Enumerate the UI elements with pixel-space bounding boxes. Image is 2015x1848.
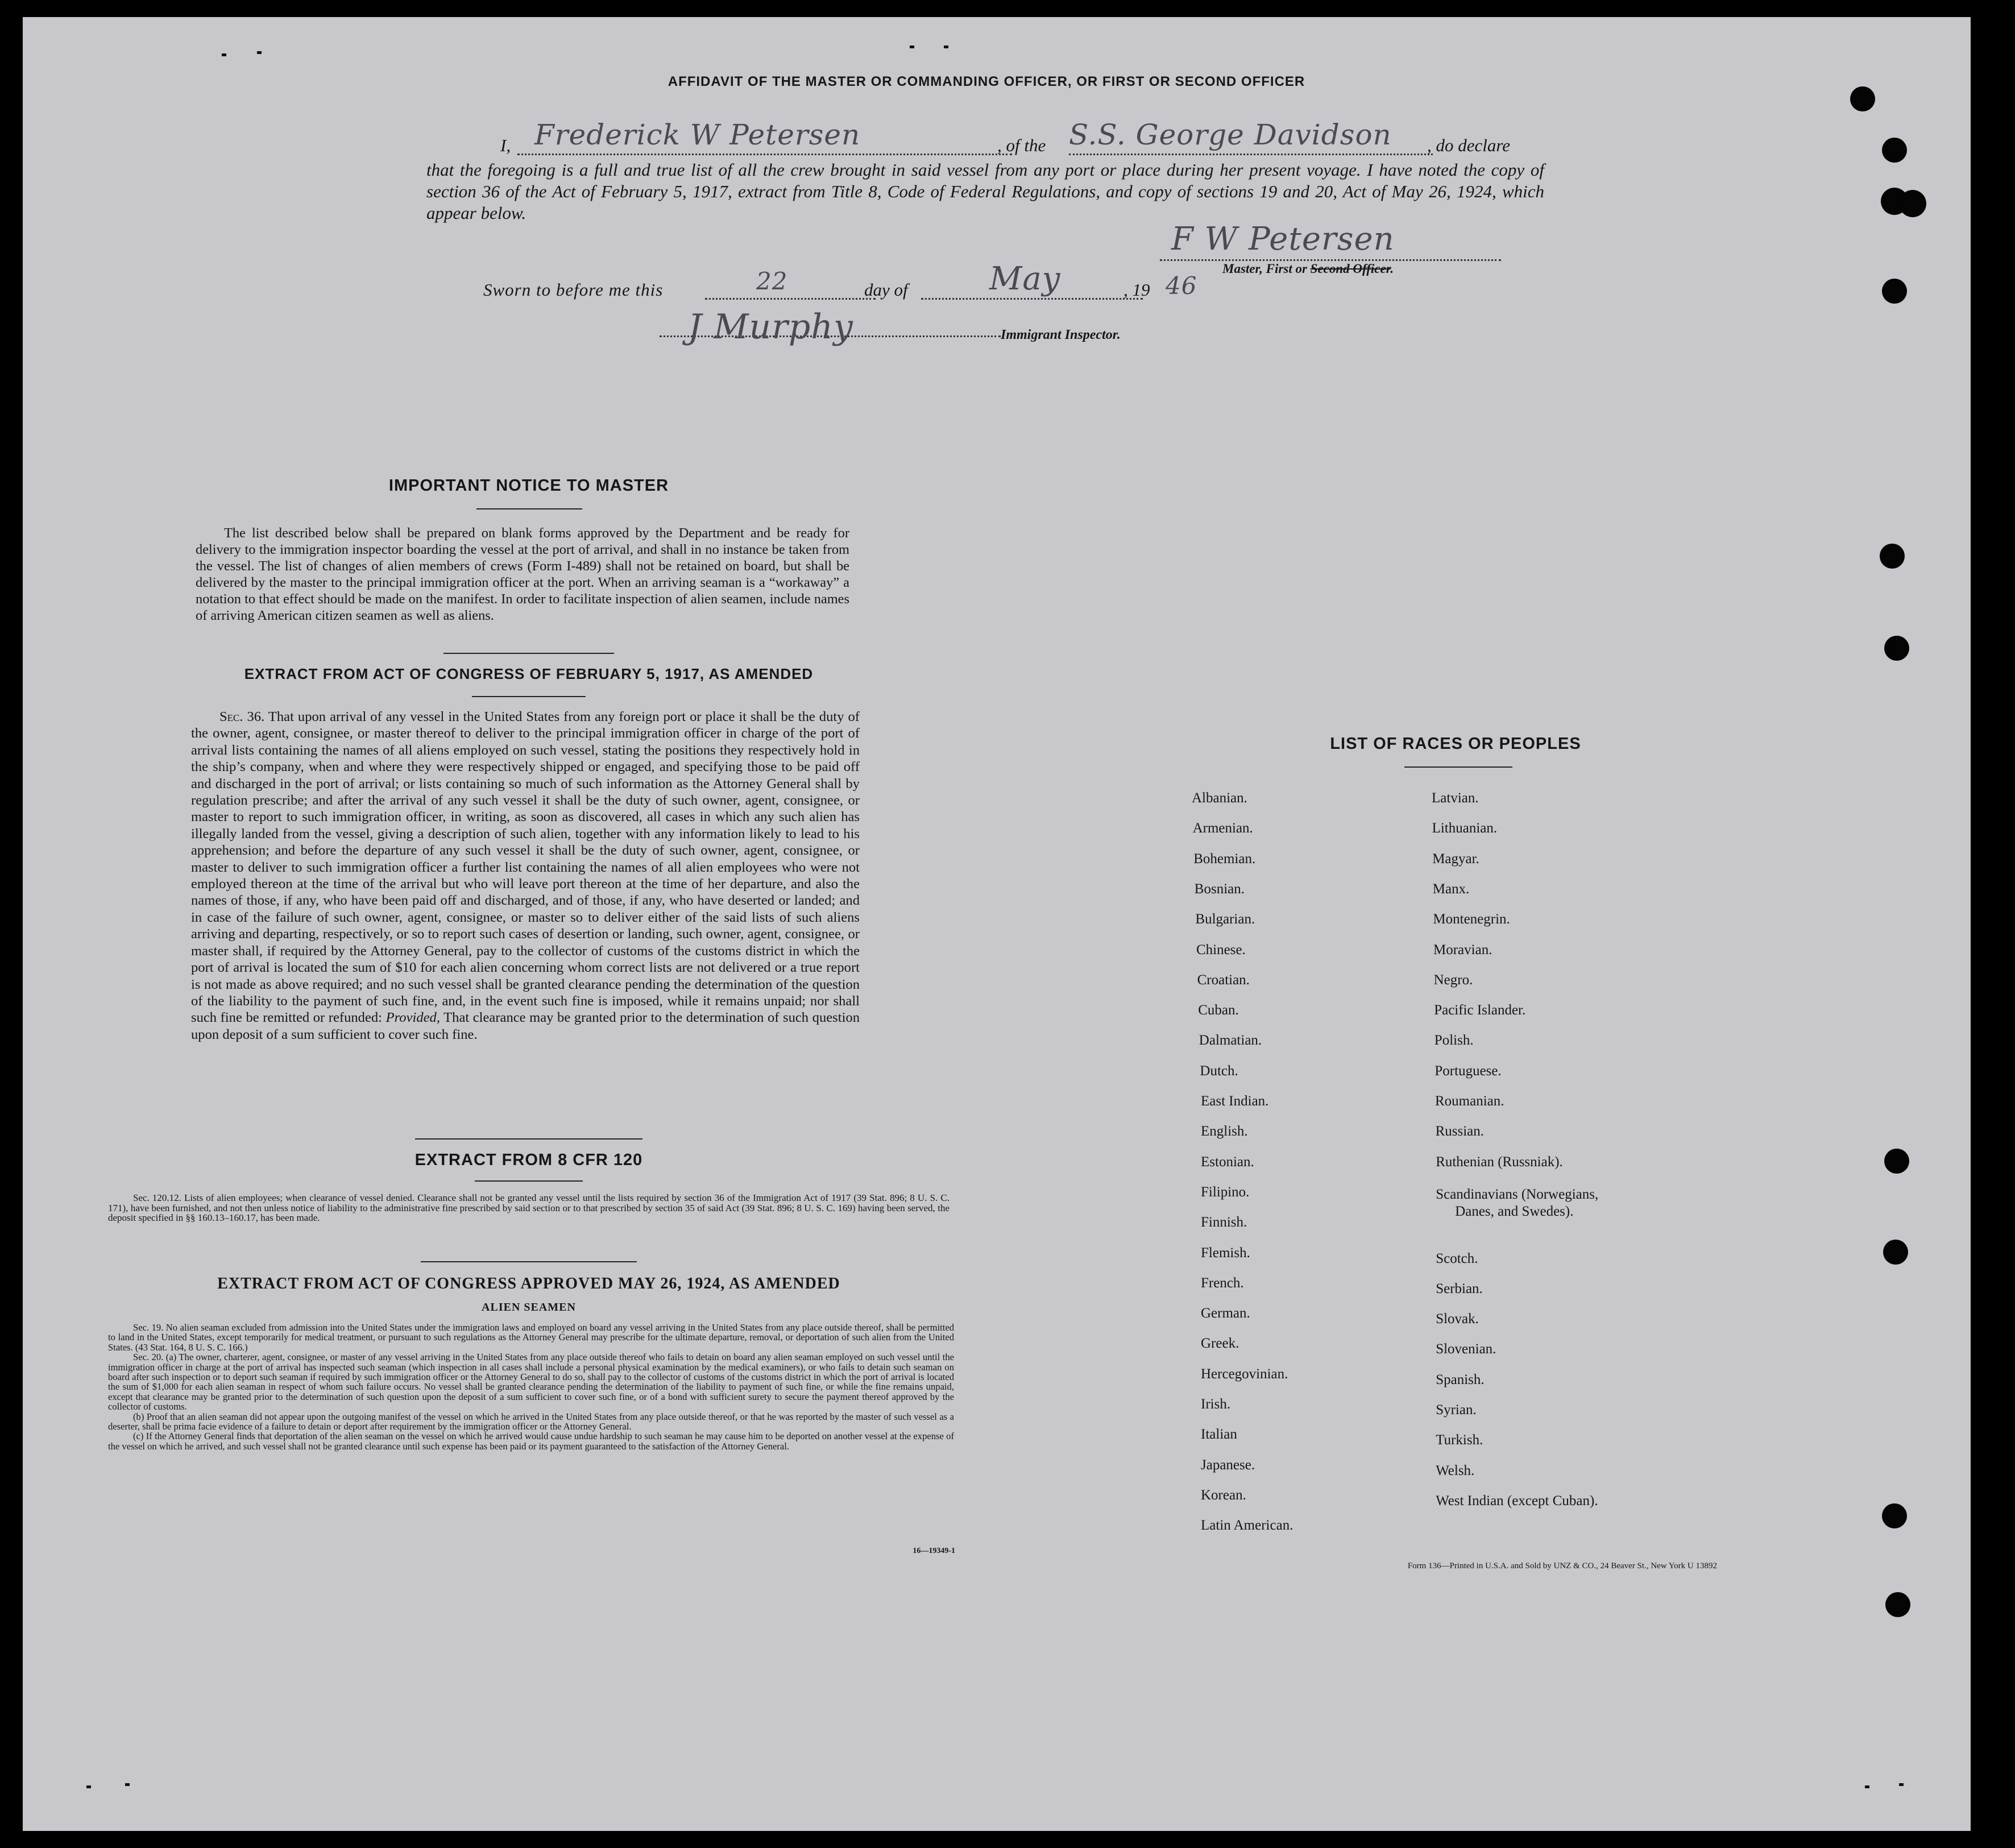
race-item: Japanese. — [1201, 1457, 1255, 1473]
race-item: Russian. — [1435, 1124, 1485, 1140]
races-title: LIST OF RACES OR PEOPLES — [1330, 735, 1581, 753]
act1917-text-end: That clearance may be granted prior to the determination of such question upon deposit of a sum sufficient to cover such fine. — [191, 1010, 860, 1042]
race-item: Croatian. — [1197, 972, 1250, 988]
act1917-title: EXTRACT FROM ACT OF CONGRESS OF FEBRUARY 5, 1917, AS AMENDED — [244, 665, 814, 682]
sworn-month-line — [921, 298, 1143, 300]
race-item: Polish. — [1434, 1033, 1474, 1049]
speck — [944, 45, 948, 48]
race-item: Ruthenian (Russniak). — [1436, 1154, 1563, 1170]
speck — [910, 45, 914, 48]
speck — [257, 51, 262, 54]
race-item: Cuban. — [1198, 1002, 1239, 1018]
speck — [125, 1783, 130, 1786]
race-item: Danes, and Swedes). — [1455, 1203, 1574, 1219]
race-item: Estonian. — [1201, 1154, 1254, 1170]
punch-hole — [1850, 86, 1875, 111]
race-item: Syrian. — [1436, 1402, 1477, 1418]
divider — [415, 1138, 642, 1140]
divider — [1404, 766, 1512, 768]
race-item: Manx. — [1432, 881, 1470, 897]
punch-hole — [1884, 636, 1909, 661]
master-signature: F W Petersen — [1171, 221, 1395, 258]
of-the-label: , of the — [997, 135, 1046, 155]
divider — [421, 1261, 637, 1262]
race-item: Latvian. — [1432, 790, 1479, 806]
punch-hole — [1882, 138, 1907, 163]
master-caption-prefix: Master, First or — [1222, 262, 1311, 276]
race-item: Dalmatian. — [1199, 1033, 1262, 1049]
year-suffix-handwritten: 46 — [1166, 272, 1197, 300]
race-item: Moravian. — [1433, 942, 1492, 958]
punch-hole — [1899, 190, 1926, 217]
divider — [476, 508, 582, 509]
race-item: Roumanian. — [1435, 1093, 1504, 1109]
race-item: Latin American. — [1201, 1518, 1293, 1534]
race-item: Slovenian. — [1436, 1341, 1496, 1357]
race-item: Portuguese. — [1434, 1063, 1502, 1079]
race-item: East Indian. — [1201, 1093, 1269, 1109]
race-item: Turkish. — [1436, 1432, 1483, 1448]
race-item: Hercegovinian. — [1201, 1366, 1288, 1382]
name-line — [517, 154, 1012, 155]
sworn-day-handwritten: 22 — [756, 267, 788, 295]
notice-title: IMPORTANT NOTICE TO MASTER — [388, 476, 669, 495]
race-item: Albanian. — [1192, 790, 1247, 806]
signature-line — [1160, 259, 1501, 261]
punch-hole — [1882, 279, 1907, 304]
race-item: Dutch. — [1200, 1063, 1238, 1079]
race-item: Negro. — [1433, 972, 1473, 988]
race-item: French. — [1201, 1275, 1244, 1291]
race-item: Slovak. — [1436, 1311, 1479, 1327]
race-item: Welsh. — [1436, 1462, 1475, 1478]
sworn-day-line — [705, 298, 876, 300]
day-of-label: day of — [864, 280, 908, 300]
act1924-sec20b: (b) Proof that an alien seaman did not appear upon the outgoing manifest of the vessel on which he arrived in the United States from any place outside thereof, or that he was reported by the master of such vessel as a deserter, shall be prima facie evidence of a failure to detain or deport after requirement by the immigration officer or the Attorney General. — [108, 1411, 954, 1432]
race-item: Serbian. — [1436, 1281, 1483, 1296]
vessel-name-handwritten: S.S. George Davidson — [1069, 118, 1392, 151]
sworn-month-handwritten: May — [989, 260, 1061, 297]
speck — [1865, 1785, 1869, 1788]
act1924-sec20c: (c) If the Attorney General finds that deportation of the alien seaman on the vessel on which he arrived would cause undue hardship to such seaman he may cause him to be deported on another vessel at the expense of the vessel on which he arrived, and such vessel shall not be granted clearance until such expense has been paid or its payment guaranteed to the satisfaction of the Attorney General. — [108, 1431, 954, 1452]
race-item: Chinese. — [1196, 942, 1246, 958]
race-item: Italian — [1201, 1427, 1237, 1443]
master-caption-suffix: . — [1390, 262, 1394, 276]
inspector-signature: J Murphy — [688, 307, 853, 347]
act1917-provided: Provided, — [385, 1010, 440, 1026]
speck — [222, 53, 226, 56]
vessel-line — [1069, 154, 1433, 155]
do-declare-label: , do declare — [1427, 135, 1511, 155]
punch-hole — [1885, 1592, 1910, 1617]
divider — [475, 1180, 583, 1182]
act1917-sec-label: Sec. 36. — [219, 709, 265, 724]
notice-body: The list described below shall be prepared on blank forms approved by the Department and be ready for delivery to the immigration inspector boarding the vessel at the port of arrival, and shall in no instance be taken from the vessel. The list of changes of alien members of crews (Form I-489) shall not be retained on board, but shall be delivered by the master to the principal immigration officer at the port. When an arriving seaman is a “workaway” a notation to that effect should be made on the manifest. In order to facilitate inspection of alien seamen, include names of arriving American citizen seamen as well as aliens. — [196, 525, 849, 623]
act1924-form-code: 16—19349-1 — [913, 1547, 955, 1555]
inspector-label: Immigrant Inspector. — [1001, 328, 1121, 342]
affidavit-body: that the foregoing is a full and true list of all the crew brought in said vessel from any port or place during her present voyage. I have noted the copy of section 36 of the Act of February 5, 1917, extract from Title 8, Code of Federal Regulations, and copy of sections 19 and 20, Act of May 26, 1924, which appear below. — [426, 160, 1544, 223]
master-name-handwritten: Frederick W Petersen — [534, 118, 861, 151]
race-item: Magyar. — [1432, 851, 1479, 867]
race-item: English. — [1201, 1124, 1248, 1140]
sworn-label: Sworn to before me this — [483, 280, 664, 300]
race-item: Scotch. — [1436, 1250, 1478, 1266]
act1917-body — [191, 708, 860, 1043]
race-item: German. — [1201, 1306, 1250, 1321]
act1924-sec20a: Sec. 20. (a) The owner, charterer, agent, consignee, or master of any vessel arriving in the United States from any place outside thereof who fails to detain on board any alien seaman employed on such vessel until the immigration officer in charge at the port of arrival has inspected such seaman (which inspection in all cases shall include a personal physical examination by the medical examiners), or who fails to detain such seaman on board after such inspection or to deport such seaman if required by such immigration officer or the Attorney General to do so, shall pay to the collector of customs of the customs district in which the port of arrival is located the sum of $1,000 for each alien seaman in respect of whom such failure occurs. No vessel shall be granted clearance pending the determination of the liability to payment of such fine, or while the fine remains unpaid, except that clearance may be granted prior to the determination of such question upon the deposit of a sum sufficient to cover such fine, or of a bond with sufficient surety to secure the payment thereof approved by the collector of customs. — [108, 1352, 954, 1412]
race-item: Spanish. — [1436, 1372, 1485, 1387]
race-item: Armenian. — [1192, 821, 1253, 836]
master-caption — [1222, 262, 1394, 276]
race-item: Pacific Islander. — [1434, 1002, 1526, 1018]
cfr-title: EXTRACT FROM 8 CFR 120 — [414, 1151, 643, 1169]
speck — [86, 1785, 91, 1788]
act1924-body — [108, 1323, 954, 1451]
punch-hole — [1880, 544, 1905, 569]
act1924-subtitle: ALIEN SEAMEN — [482, 1301, 576, 1314]
race-item: Lithuanian. — [1432, 821, 1498, 836]
race-item: Flemish. — [1201, 1245, 1250, 1261]
race-item: Montenegrin. — [1433, 911, 1510, 927]
speck — [1899, 1783, 1904, 1786]
race-item: Korean. — [1201, 1487, 1246, 1503]
race-item: Filipino. — [1201, 1184, 1250, 1200]
document-page — [23, 17, 1971, 1831]
race-item: Bohemian. — [1193, 851, 1256, 867]
race-item: West Indian (except Cuban). — [1436, 1493, 1598, 1509]
race-item: Finnish. — [1201, 1215, 1247, 1230]
cfr-body: Sec. 120.12. Lists of alien employees; when clearance of vessel denied. Clearance shall not be granted any vessel until the lists required by section 36 of the Immigration Act of 1917 (39 Stat. 896; 8 U. S. C. 171), have been furnished, and not then unless notice of liability to the administrative fine prescribed by said section or to that prescribed by section 35 of said Act (39 Stat. 896; 8 U. S. C. 169) having been served, the deposit specified in §§ 160.13–160.17, has been made. — [108, 1192, 950, 1224]
year-prefix: , 19 — [1123, 280, 1150, 300]
affidavit-i-label: I, — [500, 135, 511, 155]
divider — [472, 696, 586, 697]
master-caption-struck: Second Officer — [1310, 262, 1391, 276]
act1917-text: That upon arrival of any vessel in the United States from any foreign port or place it shall be the duty of the owner, agent, consignee, or master thereof to deliver to the principal immigration officer in charge of the port of arrival lists containing the names of all aliens employed on such vessel, stating the positions they respectively hold in the ship’s company, when and where they were respectively shipped or engaged, and specifying those to be paid off and discharged in the port of arrival; or lists containing so much of such information as the Attorney General shall by regulation prescribe; and after the arrival of any such vessel it shall be the duty of such owner, agent, consignee, or master to report to such immigration officer, in writing, as soon as discovered, all cases in which any such alien has illegally landed from the vessel, giving a description of such alien, together with any information likely to lead to his apprehension; and before the departure of any such vessel it shall be the duty of such owner, agent, consignee, or master to deliver to such immigration officer a further list containing the names of all alien employees who were not employed thereon at the time of the arrival but who will leave port thereon at the time of her departure, and also the names of those, if any, who have been paid off and discharged, and of those, if any, who have deserted or landed; and in case of the failure of such owner, agent, consignee, or master so to deliver either of the said lists of such aliens arriving and departing, respectively, or so to report such cases of desertion or landing, such owner, agent, consignee, or master shall, if required by the Attorney General, pay to the collector of customs of the customs district in which the port of arrival is located the sum of $10 for each alien concerning whom correct lists are not delivered or a true report is not made as above required; and no such vessel shall be granted clearance pending the determination of the question of the liability to the payment of such fine, and, in the event such fine is imposed, while it remains unpaid; nor shall such fine be remitted or refunded: — [191, 709, 860, 1026]
punch-hole — [1884, 1149, 1909, 1174]
race-item: Bosnian. — [1194, 881, 1245, 897]
punch-hole — [1883, 1240, 1908, 1265]
punch-hole — [1882, 1503, 1907, 1528]
divider — [443, 653, 614, 654]
act1924-sec19: Sec. 19. No alien seaman excluded from admission into the United States under the immigration laws and employed on board any vessel arriving in the United States from any place outside thereof, shall be permitted to land in the United States, except temporarily for medical treatment, or pursuant to such regulations as the Attorney General may prescribe for the ultimate departure, removal, or deportation of such alien from the United States. (43 Stat. 164, 8 U. S. C. 166.) — [108, 1322, 954, 1353]
race-item: Irish. — [1201, 1397, 1231, 1412]
race-item: Scandinavians (Norwegians, — [1436, 1186, 1599, 1202]
form-printer-note: Form 136—Printed in U.S.A. and Sold by UNZ & CO., 24 Beaver St., New York U 13892 — [1407, 1561, 1717, 1571]
act1924-title: EXTRACT FROM ACT OF CONGRESS APPROVED MAY 26, 1924, AS AMENDED — [217, 1275, 840, 1292]
race-item: Bulgarian. — [1195, 911, 1255, 927]
affidavit-title: AFFIDAVIT OF THE MASTER OR COMMANDING OFFICER, OR FIRST OR SECOND OFFICER — [667, 74, 1305, 89]
race-item: Greek. — [1201, 1336, 1239, 1352]
